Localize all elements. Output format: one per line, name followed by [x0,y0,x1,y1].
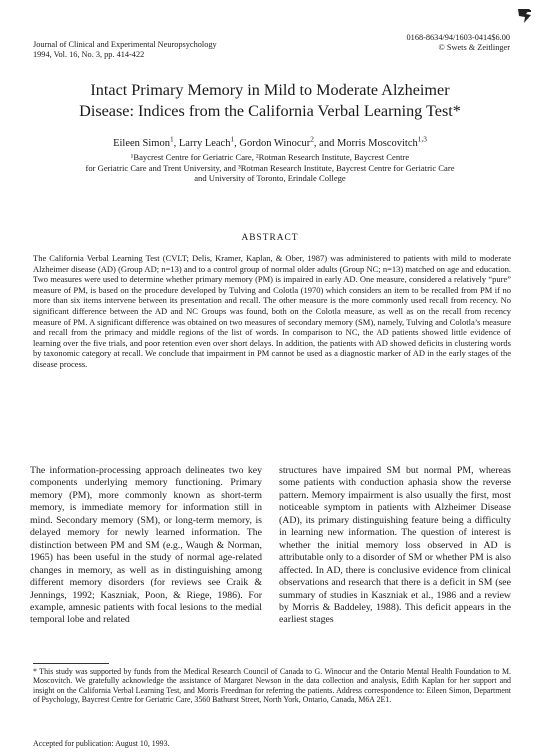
author-name: , Larry Leach [173,138,231,149]
publisher: © Swets & Zeitlinger [438,43,510,52]
accepted-date: Accepted for publication: August 10, 1993. [33,739,170,748]
affiliation-line: for Geriatric Care and Trent University, and ³Rotman Research Institute, Baycrest Centre for Geriatric Care [85,162,455,173]
author-list [20,134,520,150]
journal-name: Journal of Clinical and Experimental Neuropsychology [33,40,217,49]
affiliations [24,152,516,184]
author-name: , Gordon Winocur [234,138,311,149]
footnote-rule [33,663,109,664]
affiliation-mark: 2 [310,134,314,144]
library-stamp-icon [514,6,534,26]
abstract-heading: ABSTRACT [241,233,299,243]
footnote: * This study was supported by funds from the Medical Research Council of Canada to G. Winocur and the Ontario Mental Health Foundation to M. Moscovitch. We gratefully acknowledge the assistance of Margaret Newson in the data collection and analysis, Edith Kaplan for her support and insight on the California Verbal Learning Test, and Morris Freedman for referring the patients. Address correspondence to: Eileen Simon, Department of Psychology, Baycrest Centre for Geriatric Care, 3560 Bathurst Street, North York, Ontario, Canada, M6A 2E1. [33,667,511,705]
title-line-1: Intact Primary Memory in Mild to Moderate Alzheimer [90,81,450,99]
affiliation-mark: 1 [169,134,174,144]
author-name: , and Morris Moscovitch [313,138,418,149]
journal-citation [33,40,233,60]
body-column-right: structures have impaired SM but normal PM, whereas some patients with conduction aphasia show the reverse pattern. Memory impairment is also usually the first, most noticeable symptom in patients with Alzheimer Disease (AD), its primary distinguishing feature being a difficulty in learning new information. The question of interest is whether the initial memory loss observed in AD is attributable only to a disorder of SM or whether PM is also affected. In AD, there is conclusive evidence from clinical observations and research that there is a deficit in SM (see summary of studies in Kaszniak et al., 1986 and a review by Morris & Baddeley, 1988). This deficit appears in the earliest stages [279,465,511,626]
article-title [20,80,520,122]
affiliation-mark: 1 [230,134,235,144]
title-line-2: Disease: Indices from the California Verbal Learning Test* [79,102,461,120]
body-column-left: The information-processing approach delineates two key components underlying memory functioning. Primary memory (PM), more commonly known as short-term memory, is immediate memory for information still in mind. Secondary memory (SM), or long-term memory, is delayed memory for newly learned information. The distinction between PM and SM (e.g., Waugh & Norman, 1965) has been useful in the study of normal age-related changes in memory, as well as in distinguishing among different memory disorders (for reviews see Craik & Jennings, 1992; Kaszniak, Poon, & Riege, 1986). For example, amnesic patients with focal lesions to the medial temporal lobe and related [30,465,262,626]
affiliation-line: and University of Toronto, Erindale College [194,173,346,183]
author-name: Eileen Simon [113,138,170,149]
abstract-text: The California Verbal Learning Test (CVLT; Delis, Kramer, Kaplan, & Ober, 1987) was administered to patients with mild to moderate Alzheimer disease (AD) (Group AD; n=13) and to a control group of normal older adults (Group NC; n=13) matched on age and education. Two measures were used to determine whether primary memory (PM) is impaired in early AD. One measure, considered a relatively “pure” measure of PM, is based on the procedure developed by Tulving and Colotla (1970) which considers an item to be recalled from PM if no more than six items intervene between its presentation and recall. The other measure is the more commonly used recall from recency. No significant difference between the AD and NC Groups was found, both on the Colotla measure, as well as on the recall from recency measure of PM. A significant difference was obtained on two measures of secondary memory (SM), namely, Tulving and Colotla’s measure and recall from the primacy and middle regions of the list of words. In comparison to NC, the AD patients showed little evidence of learning over the five trials, and poor retention even over short delays. In addition, the patients with AD showed deficits in clustering words by taxonomic category at recall. We conclude that impairment in PM cannot be used as a diagnostic marker of AD in the early stages of the disease process. [33,253,511,369]
issn: 0168-8634/94/1603-0414$6.00 [406,33,510,42]
publisher-info [310,33,510,53]
affiliation-line: ¹Baycrest Centre for Geriatric Care, ²Rotman Research Institute, Baycrest Centre [130,152,410,162]
journal-volume: 1994, Vol. 16, No. 3, pp. 414-422 [33,50,145,59]
affiliation-mark: 1,3 [417,134,427,144]
